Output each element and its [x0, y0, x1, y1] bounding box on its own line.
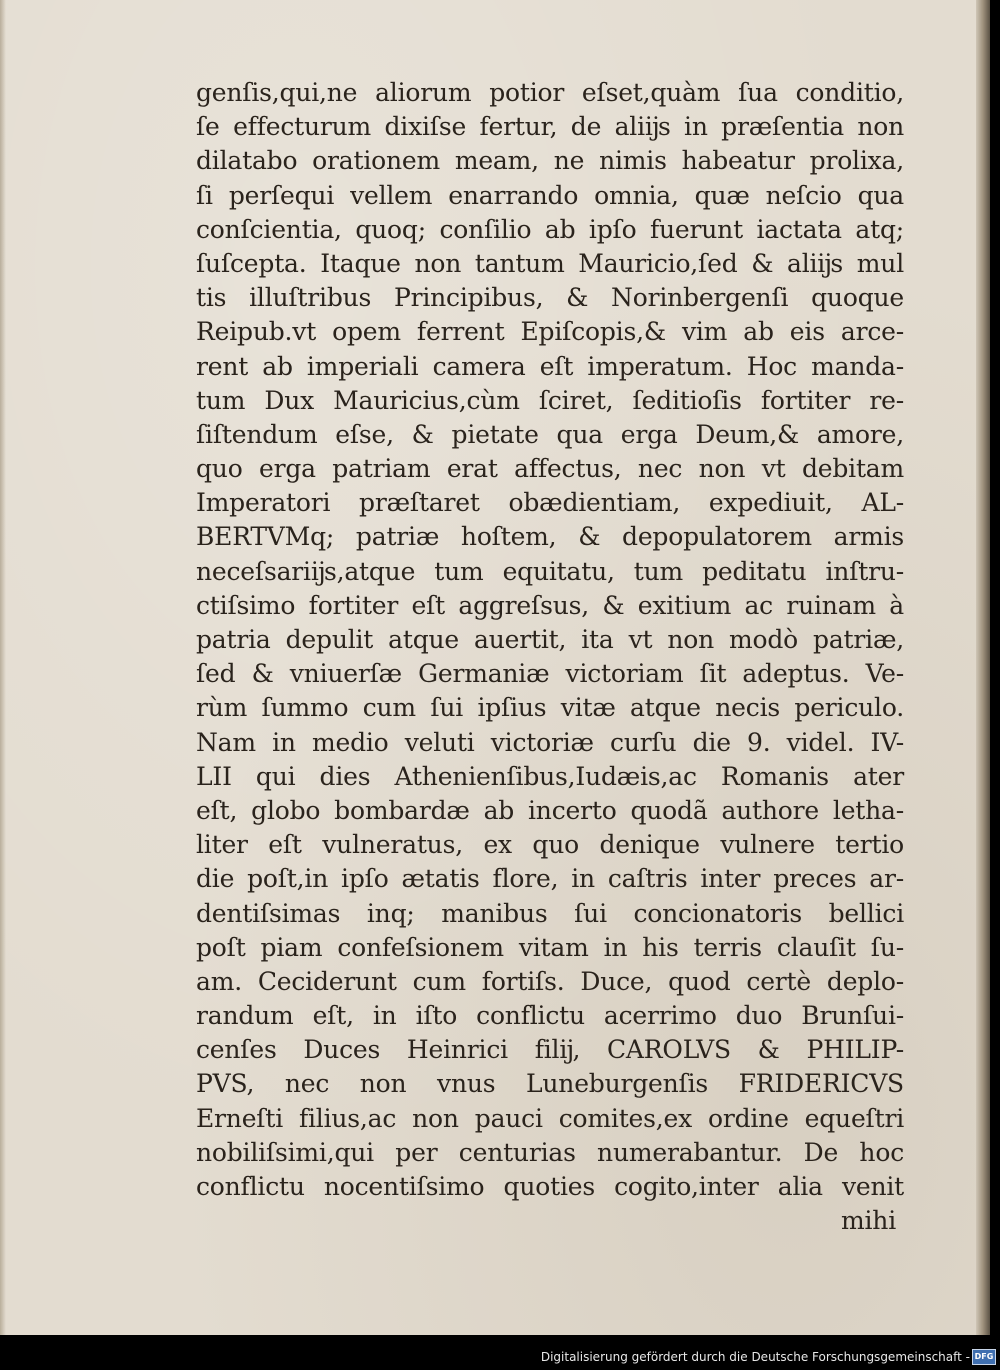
- text-line: eſt, globo bombardæ ab incerto quodã authore letha-: [196, 795, 904, 825]
- page-right-edge: [976, 0, 990, 1335]
- dfg-logo: DFG: [972, 1349, 996, 1365]
- text-line: Nam in medio veluti victoriæ curſu die 9. videl. IV-: [196, 727, 904, 757]
- page-left-edge: [0, 0, 6, 1335]
- text-line: genſis,qui,ne aliorum potior eſset,quàm ſua conditio,: [196, 78, 904, 107]
- text-line: poſt piam confeſsionem vitam in his terris clauſit ſu-: [196, 932, 904, 962]
- text-line: ctiſsimo fortiter eſt aggreſsus, & exitium ac ruinam à: [196, 590, 904, 620]
- catchword: mihi: [841, 1206, 896, 1236]
- text-line: liter eſt vulneratus, ex quo denique vulnere tertio: [196, 830, 904, 860]
- text-line: rent ab imperiali camera eſt imperatum. Hoc manda-: [196, 351, 904, 381]
- text-line: PVS, nec non vnus Luneburgenſis FRIDERICVS: [196, 1069, 904, 1099]
- text-line: nobiliſsimi,qui per centurias numerabantur. De hoc: [196, 1137, 904, 1167]
- page-body-text: [196, 76, 904, 1238]
- text-line: patria depulit atque auertit, ita vt non modò patriæ,: [196, 625, 904, 654]
- text-line: ſiſtendum eſse, & pietate qua erga Deum,& amore,: [196, 419, 904, 449]
- text-line: tum Dux Mauricius,cùm ſciret, ſeditioſis fortiter re-: [196, 385, 904, 415]
- text-line: BERTVMq; patriæ hoſtem, & depopulatorem armis: [196, 522, 904, 552]
- text-line: neceſsariĳs,atque tum equitatu, tum peditatu inſtru-: [196, 556, 904, 586]
- text-line: die poſt,in ipſo ætatis flore, in caſtris inter preces ar-: [196, 864, 904, 894]
- text-line: ſi perſequi vellem enarrando omnia, quæ neſcio qua: [196, 180, 904, 210]
- text-line: tis illuſtribus Principibus, & Norinbergenſi quoque: [196, 283, 904, 313]
- text-line: Imperatori præſtaret obædientiam, expediuit, AL-: [196, 488, 904, 518]
- text-line: randum eſt, in iſto conflictu acerrimo duo Brunſui-: [196, 1001, 904, 1031]
- text-line: cenſes Duces Heinrici filĳ, CAROLVS & PHILIP-: [196, 1035, 904, 1065]
- text-line: dilatabo orationem meam, ne nimis habeatur prolixa,: [196, 146, 904, 176]
- text-line: ſuſcepta. Itaque non tantum Mauricio,ſed & aliĳs mul: [196, 248, 904, 278]
- text-line: rùm ſummo cum ſui ipſius vitæ atque necis periculo.: [196, 693, 904, 723]
- text-line: dentiſsimas inq; manibus ſui concionatoris bellici: [196, 898, 904, 928]
- text-line: ſe effecturum dixiſse fertur, de aliĳs in præſentia non: [196, 112, 904, 142]
- text-line: quo erga patriam erat affectus, nec non vt debitam: [196, 454, 904, 484]
- digitization-footer: [0, 1335, 1000, 1370]
- text-line: conſcientia, quoq; conſilio ab ipſo fuerunt iactata atq;: [196, 214, 904, 244]
- text-line: ſed & vniuerſæ Germaniæ victoriam ſit adeptus. Ve-: [196, 659, 904, 689]
- text-line: Erneſti filius,ac non pauci comites,ex ordine equeſtri: [196, 1103, 904, 1133]
- text-line: LII qui dies Athenienſibus,Iudæis,ac Romanis ater: [196, 761, 904, 791]
- text-line: conflictu nocentiſsimo quoties cogito,inter alia venit: [196, 1172, 904, 1201]
- footer-credit-text: Digitalisierung gefördert durch die Deutsche Forschungsgemeinschaft -: [540, 1350, 970, 1364]
- text-line: Reipub.vt opem ferrent Epiſcopis,& vim ab eis arce-: [196, 317, 904, 347]
- text-line: am. Ceciderunt cum fortiſs. Duce, quod certè deplo-: [196, 966, 904, 996]
